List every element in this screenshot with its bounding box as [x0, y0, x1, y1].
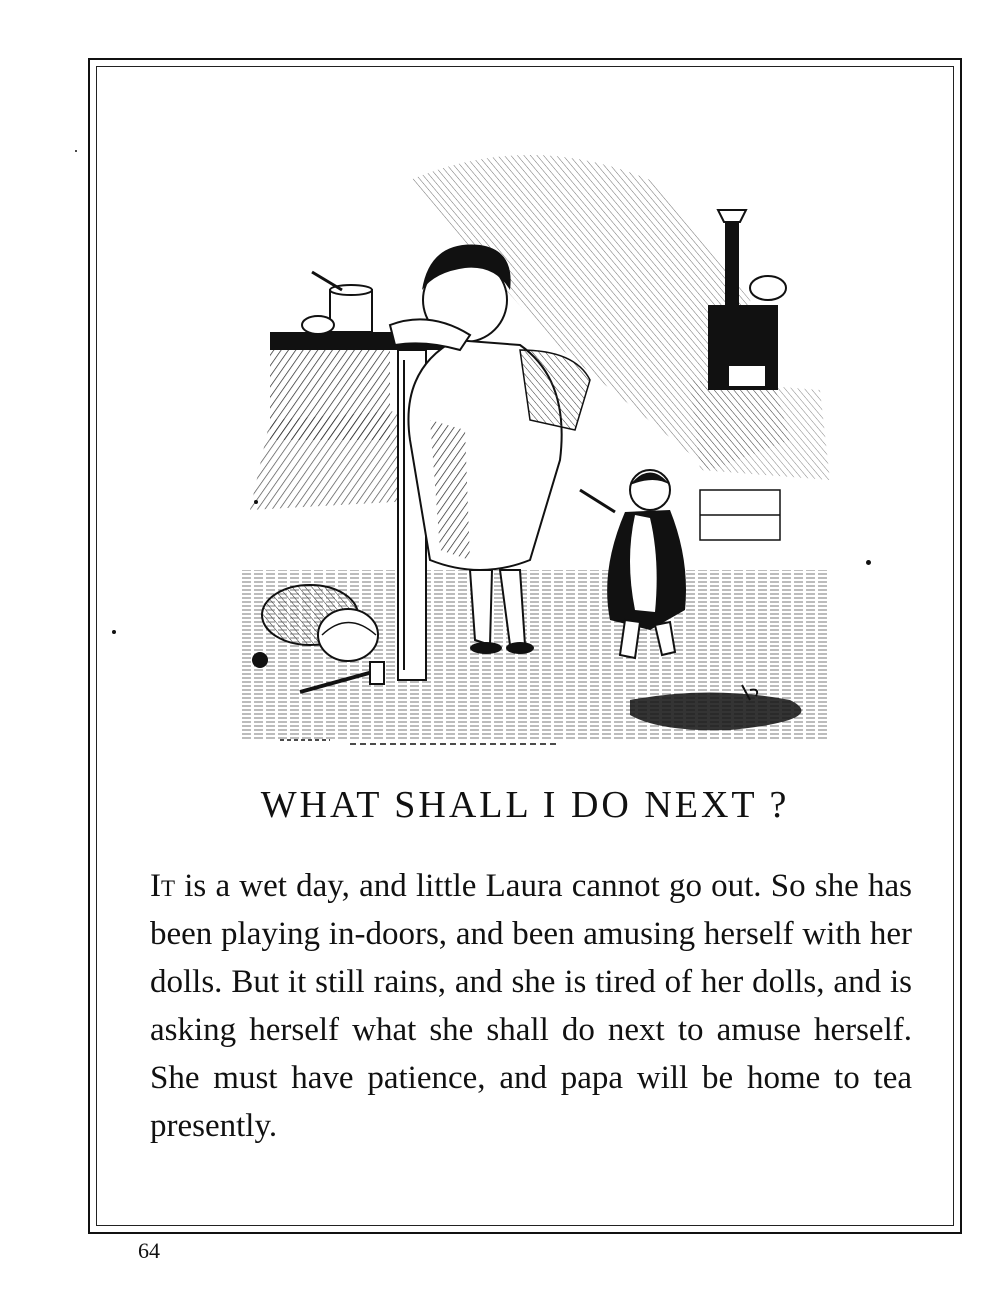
ink-speck — [112, 630, 116, 634]
story-body-text: is a wet day, and little Laura cannot go out. So she has been playing in-doors, and been amusing herself with her dolls. But it still rains, and she is tired of her dolls, and is asking herself what she shall do next to amuse herself. She must have patience, and papa will be home to tea presently. — [150, 868, 912, 1144]
page-title: WHAT SHALL I DO NEXT ? — [260, 784, 790, 826]
page-number: 64 — [138, 1238, 160, 1263]
ink-speck — [75, 150, 77, 152]
story-first-word: It — [150, 868, 176, 904]
ink-speck — [254, 500, 258, 504]
ink-speck — [866, 560, 871, 565]
story-paragraph — [150, 862, 912, 1150]
girl-with-doll-illustration — [230, 140, 830, 750]
